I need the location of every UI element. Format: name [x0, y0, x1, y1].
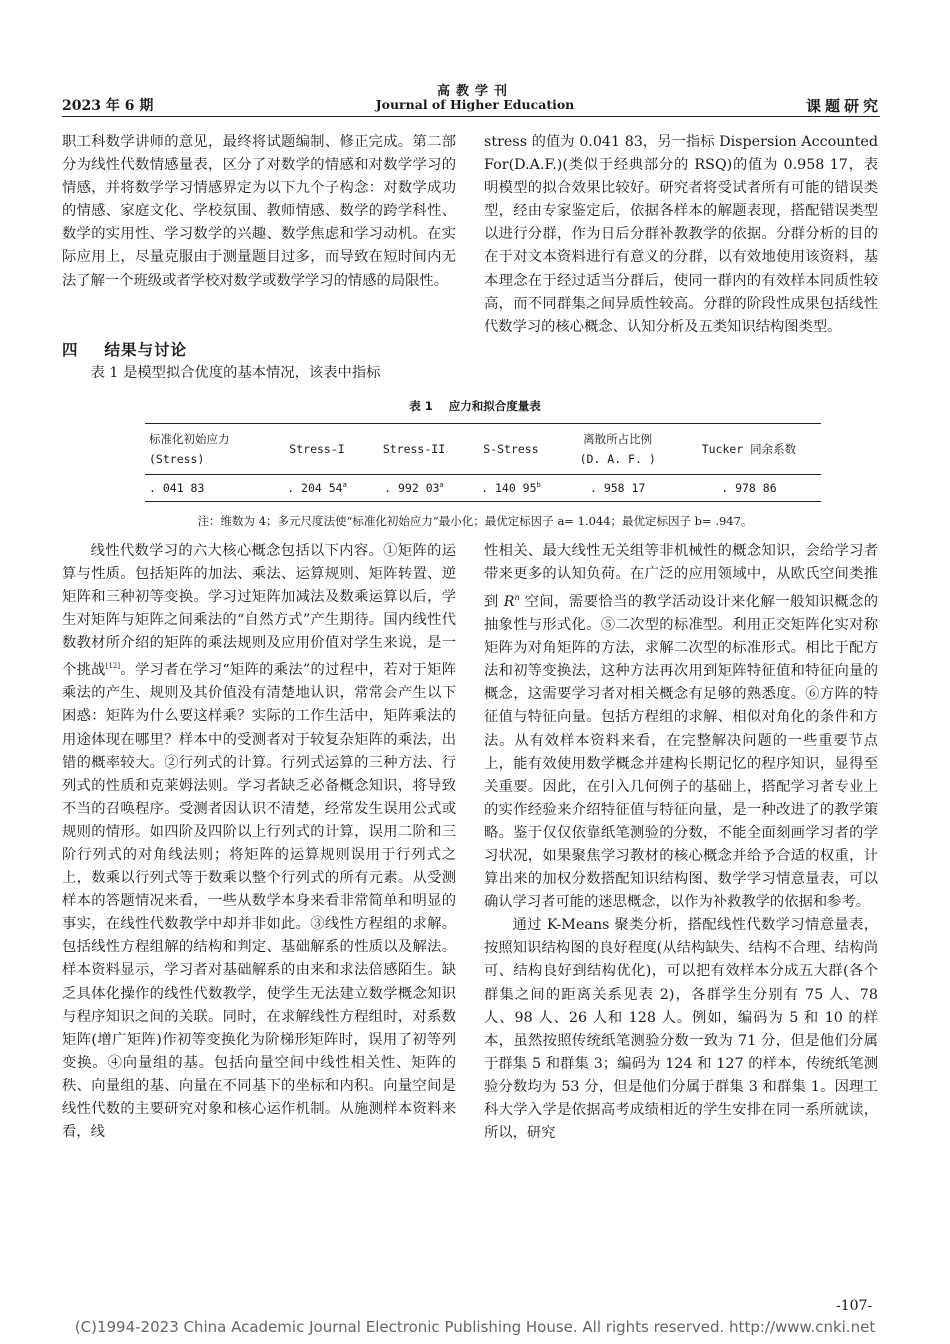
paragraph [62, 540, 456, 1144]
paragraph: stress 的值为 0.041 83，另一指标 Dispersion Accounted For(D.A.F.)(类似于经典部分的 RSQ)的值为 0.958 17，表明模型的拟合效果比较好。研究者将受试者所有可能的错误类型，经由专家鉴定后，依据各样本的解题表现，搭配错误类型以进行分群，作为日后分群补教教学的依据。分群分析的目的在于对文本资料进行有意义的分群，以有效地使用该资料，基本理念在于经过适当分群后，使同一群内的有效样本同质性较高，而不同群集之间异质性较高。分群的阶段性成果包括线性代数学习的核心概念、认知分析及五类知识结构图类型。 [484, 134, 878, 335]
right-column-top [484, 131, 878, 339]
paragraph: 表 1 是模型拟合优度的基本情况，该表中指标 [90, 365, 381, 381]
paragraph-text: 线性代数学习的六大核心概念包括以下内容。①矩阵的运算与性质。包括矩阵的加法、乘法、运算规则、矩阵转置、逆矩阵和三种初等变换。学习过矩阵加减法及数乘运算以后，学生对矩阵与矩阵之间乘法的“自然方式”产生期待。国内线性代数教材所介绍的矩阵的乘法规则及应用价值对学生来说，是一个挑战 [62, 543, 456, 679]
table-number: 表 1 [409, 399, 433, 413]
cell-value: . 204 54 [287, 481, 343, 495]
cell-superscript: a [439, 481, 444, 490]
paragraph-text: 空间，需要恰当的教学活动设计来化解一般知识概念的抽象性与形式化。⑤二次型的标准型。利用正交矩阵化实对称矩阵为对角矩阵的方法，求解二次型的标准形式。相比于配方法和初等变换法，这种方法再次用到矩阵特征值和特征向量的概念，这需要学习者对相关概念有足够的熟悉度。⑥方阵的特征值与特征向量。包括方程组的求解、相似对角化的条件和方法。从有效样本资料来看，在完整解决问题的一些重要节点上，能有效使用数学概念并建构长期记忆的程序知识，显得至关重要。因此，在引入几何例子的基础上，搭配学习者专业上的实作经验来介绍特征值与特征向量，是一种改进了的教学策略。鉴于仅仅依靠纸笔测验的分数，不能全面刻画学习者的学习状况，如果聚焦学习教材的核心概念并给予合适的权重，计算出来的加权分数搭配知识结构图、数学学习情意量表，可以确认学习者可能的迷思概念，以作为补救教学的依据和参考。 [484, 593, 878, 911]
table-caption [0, 398, 950, 414]
header-stress-i: Stress-I [269, 424, 364, 475]
section-heading [62, 338, 187, 360]
left-column-intro [62, 362, 456, 385]
header-daf-line1: 离散所占比例 [583, 432, 653, 446]
table-note: 注：维数为 4；多元尺度法使“标准化初始应力”最小化；最优定标因子 a= 1.044；最优定标因子 b= .947。 [197, 514, 753, 528]
cell-stress-ii [365, 475, 464, 502]
journal-title-en: Journal of Higher Education [375, 97, 575, 112]
math-exponent-n: n [514, 593, 520, 603]
section-number: 四 [62, 341, 79, 359]
table-title: 应力和拟合度量表 [448, 399, 541, 413]
cell-stress-i [269, 475, 364, 502]
copyright-footer: (C)1994-2023 China Academic Journal Electronic Publishing House. All rights reserved. http://www.cnki.net [74, 1318, 876, 1336]
section-label: 课题研究 [805, 97, 882, 115]
issue-date: 2023 年 6 期 [62, 98, 154, 114]
citation: [12] [105, 662, 121, 671]
paragraph [484, 540, 878, 914]
math-symbol-r: R [503, 593, 515, 610]
cell-superscript: a [342, 481, 347, 490]
header-stress [145, 424, 269, 475]
cell-stress: . 041 83 [145, 475, 269, 502]
header-daf [558, 424, 676, 475]
header-stress-line1: 标准化初始应力 [149, 432, 230, 446]
header-tucker: Tucker 同余系数 [677, 424, 821, 475]
cell-tucker: . 978 86 [677, 475, 821, 502]
cell-value: . 140 95 [481, 481, 537, 495]
section-title: 结果与讨论 [104, 341, 188, 359]
table-header-row [145, 424, 821, 475]
right-column-bottom [484, 540, 878, 1145]
table-row [145, 475, 821, 502]
left-column-bottom [62, 540, 456, 1144]
journal-title-cn: 高教学刊 [436, 84, 513, 99]
paragraph: 通过 K-Means 聚类分析，搭配线性代数学习情意量表，按照知识结构图的良好程度(从结构缺失、结构不合理、结构尚可、结构良好到结构优化)，可以把有效样本分成五大群(各个群集之间的距离关系见表 2)，各群学生分别有 75 人、78 人、98 人、26 人和 128 人。例如，编码为 5 和 10 的样本，虽然按照传统纸笔测验分数一致为 71 分，但是他们分属于群集 5 和群集 3；编码为 124 和 127 的样本，传统纸笔测验分数均为 53 分，但是他们分属于群集 3 和群集 1。因理工科大学入学是依据高考成绩相近的学生安排在同一系所就读，所以，研究 [484, 917, 878, 1142]
paragraph: 职工科数学讲师的意见，最终将试题编制、修正完成。第二部分为线性代数情感量表，区分了对数学的情感和对数学学习的情感，并将数学学习情感界定为以下九个子构念：对数学成功的情感、家庭文化、学校氛围、教师情感、数学的跨学科性、数学的实用性、学习数学的兴趣、数学焦虑和学习动机。在实际应用上，尽量克服由于测量题目过多，而导致在短时间内无法了解一个班级或者学校对数学或数学学习的情感的局限性。 [62, 134, 456, 289]
cell-value: . 992 03 [384, 481, 440, 495]
paragraph-text: 。学习者在学习“矩阵的乘法”的过程中，若对于矩阵乘法的产生、规则及其价值没有清楚地认识，常常会产生以下困惑：矩阵为什么要这样乘？实际的工作生活中，矩阵乘法的用途体现在哪里？样本中的受测者对于较复杂矩阵的乘法，出错的概率较大。②行列式的计算。行列式运算的三种方法、行列式的性质和克莱姆法则。学习者缺乏必备概念知识，将导致不当的召唤程序。受测者因认识不清楚，经常发生误用公式或规则的情形。如四阶及四阶以上行列式的计算，误用二阶和三阶行列式的对角线法则；将矩阵的运算规则误用于行列式之上，数乘以行列式等于数乘以整个行列式的所有元素。从受测样本的答题情况来看，一些从数学本身来看非常简单和明显的事实，在线性代数教学中却并非如此。③线性方程组的求解。包括线性方程组解的结构和判定、基础解系的性质以及解法。样本资料显示，学习者对基础解系的由来和求法倍感陌生。缺乏具体化操作的线性代数教学，使学生无法建立数学概念知识与程序知识之间的关联。同时，在求解线性方程组时，对系数矩阵(增广矩阵)作初等变换化为阶梯形矩阵时，误用了初等列变换。④向量组的基。包括向量空间中线性相关性、矩阵的秩、向量组的基、向量在不同基下的坐标和内积。向量空间是线性代数的主要研究对象和核心运作机制。从施测样本资料来看，线 [62, 662, 456, 1141]
stress-fit-table [145, 423, 821, 502]
header-stress-ii: Stress-II [365, 424, 464, 475]
paragraph-text: 性相关、最大线性无关组等非机械性的概念知识，会给学习者带来更多的认知负荷。在广泛的应用领域中，从欧氏空间类推到 [484, 543, 878, 610]
cell-superscript: b [536, 481, 541, 490]
header-daf-line2: (D. A. F. ) [579, 452, 656, 466]
header-s-stress: S-Stress [463, 424, 558, 475]
left-column-top [62, 131, 456, 293]
cell-s-stress [463, 475, 558, 502]
page-number: -107- [836, 1298, 873, 1314]
header-divider [62, 116, 880, 117]
cell-daf: . 958 17 [558, 475, 676, 502]
header-stress-line2: (Stress) [149, 452, 205, 466]
